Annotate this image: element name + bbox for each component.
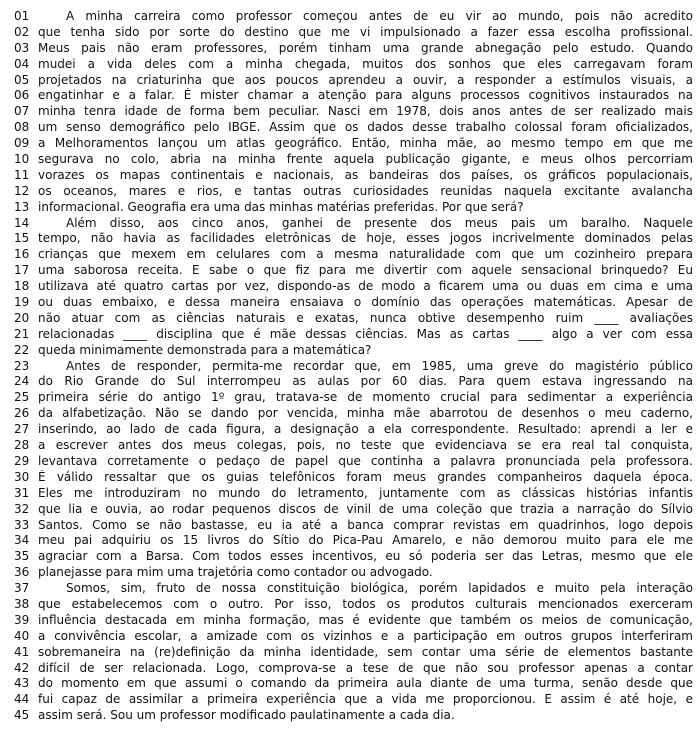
text-line	[14, 200, 693, 216]
line-text: que tenha sido por sorte do destino que me vi impulsionado a fazer essa escolha profissional.	[38, 24, 693, 39]
text-line	[14, 104, 693, 120]
text-line	[14, 692, 693, 708]
line-text: primeira série do antigo 1º grau, tratava-se de momento crucial para sedimentar a experiência	[38, 390, 693, 405]
line-text: influência destacada em minha formação, mas é evidente que também os meios de comunicação,	[38, 612, 693, 627]
line-number: 44	[14, 692, 30, 707]
text-line	[14, 613, 693, 629]
line-text: vorazes os mapas continentais e nacionais, as bandeiras dos países, os gráficos populacionais,	[38, 167, 693, 182]
line-text: projetados na criaturinha que aos poucos aprendeu a ouvir, a responder a estímulos visuais, a	[38, 72, 693, 87]
line-number: 05	[14, 72, 30, 87]
line-number: 36	[14, 565, 30, 580]
line-text: Antes de responder, permita-me recordar que, em 1985, uma greve do magistério público	[66, 358, 693, 373]
line-number: 03	[14, 40, 30, 55]
line-text: relacionadas ____ disciplina que é mãe dessas ciências. Mas as cartas ____ algo a ver com essa	[38, 326, 693, 341]
line-number: 28	[14, 438, 30, 453]
text-line	[14, 279, 693, 295]
text-line	[14, 629, 693, 645]
line-text: Santos. Como se não bastasse, eu ia até a banca comprar revistas em quadrinhos, logo depois	[38, 517, 693, 532]
line-number: 23	[14, 358, 30, 373]
line-text: um senso demográfico pelo IBGE. Assim que os dados desse trabalho colossal foram oficializados,	[38, 120, 693, 135]
line-text: Meus pais não eram professores, porém tinham uma grande abnegação pelo estudo. Quando	[38, 40, 693, 55]
text-line	[14, 216, 693, 232]
line-text: da alfabetização. Não se dando por vencida, minha mãe abarrotou de desenhos o meu caderno,	[38, 406, 693, 421]
line-text: mudei a vida deles com a minha chegada, muitos dos sonhos que eles carregavam foram	[38, 56, 693, 71]
line-number: 02	[14, 24, 30, 39]
line-number: 13	[14, 199, 30, 214]
line-text: sobremaneira na (re)definição da minha identidade, sem contar uma série de elementos bastante	[38, 644, 693, 659]
line-number: 27	[14, 422, 30, 437]
line-text: Além disso, aos cinco anos, ganhei de presente dos meus pais um baralho. Naquele	[66, 215, 693, 230]
line-text: levantava corretamente o pedaço de papel que continha a palavra pronunciada pela professora.	[38, 453, 693, 468]
line-number: 21	[14, 326, 30, 341]
line-text: os oceanos, mares e rios, e tantas outras curiosidades reunidas naquela excitante avalancha	[38, 183, 693, 198]
line-number: 26	[14, 406, 30, 421]
text-line	[14, 549, 693, 565]
line-text: uma saborosa receita. E sabe o que fiz para me divertir com aquele sensacional brinquedo? Eu	[38, 263, 693, 278]
line-text: que estabelecemos com o outro. Por isso, todos os produtos culturais mencionados exerceram	[38, 596, 693, 611]
text-line	[14, 565, 693, 581]
line-number: 12	[14, 183, 30, 198]
line-text: minha tenra idade de forma bem peculiar. Nasci em 1978, dois anos antes de ser realizado mais	[38, 104, 693, 119]
line-number: 45	[14, 708, 30, 723]
line-number: 24	[14, 374, 30, 389]
text-line	[14, 708, 693, 724]
text-line	[14, 486, 693, 502]
line-text: segurava no colo, abria na minha frente aquela publicação gigante, e meus olhos percorriam	[38, 152, 693, 167]
line-number: 20	[14, 310, 30, 325]
line-number: 31	[14, 485, 30, 500]
line-text: do Rio Grande do Sul interrompeu as aulas por 60 dias. Para quem estava ingressando na	[38, 374, 693, 389]
line-number: 22	[14, 342, 30, 357]
text-line	[14, 41, 693, 57]
text-line	[14, 597, 693, 613]
text-line	[14, 57, 693, 73]
line-number: 40	[14, 628, 30, 643]
line-text: meu pai adquiriu os 15 livros do Sítio do Pica-Pau Amarelo, e não demorou muito para ele me	[38, 533, 693, 548]
line-number: 11	[14, 167, 30, 182]
line-number: 41	[14, 644, 30, 659]
line-text: utilizava até quatro cartas por vez, dispondo-as de modo a ficarem uma ou duas em cima e uma	[38, 279, 693, 294]
line-text: informacional. Geografia era uma das minhas matérias preferidas. Por que será?	[38, 199, 524, 214]
line-number: 01	[14, 9, 30, 23]
line-number: 17	[14, 263, 30, 278]
text-line	[14, 359, 693, 375]
text-line	[14, 327, 693, 343]
text-line	[14, 263, 693, 279]
line-number: 04	[14, 56, 30, 71]
line-number: 25	[14, 390, 30, 405]
text-line	[14, 136, 693, 152]
line-number: 35	[14, 549, 30, 564]
text-line	[14, 374, 693, 390]
text-line	[14, 422, 693, 438]
line-number: 34	[14, 533, 30, 548]
line-text: difícil de ser relacionada. Logo, comprova-se a tese de que não sou professor apenas a contar	[38, 660, 693, 675]
line-text: inserindo, ao lado de cada figura, a designação a ela correspondente. Resultado: aprendi a ler e	[38, 422, 693, 437]
line-text: do momento em que assumi o comando da primeira aula diante de uma turma, senão desde que	[38, 676, 693, 691]
line-text: É válido ressaltar que os guias telefônicos foram meus grandes companheiros daquela época.	[38, 469, 693, 484]
line-text: que lia e ouvia, ao rodar pequenos discos de vinil de uma coleção que trazia a narração do Sílvio	[38, 501, 693, 516]
text-line	[14, 518, 693, 534]
text-line	[14, 295, 693, 311]
line-text: ou duas embaixo, e dessa maneira ensaiava o domínio das operações matemáticas. Apesar de	[38, 295, 693, 310]
text-line	[14, 184, 693, 200]
text-line	[14, 231, 693, 247]
line-text: engatinhar e a falar. É mister chamar a atenção para alguns processos cognitivos instaurados na	[38, 88, 693, 103]
line-number: 33	[14, 517, 30, 532]
line-text: queda minimamente demonstrada para a matemática?	[38, 342, 372, 357]
text-line	[14, 25, 693, 41]
text-line	[14, 454, 693, 470]
line-number: 08	[14, 120, 30, 135]
line-number: 18	[14, 279, 30, 294]
text-line	[14, 343, 693, 359]
line-number: 07	[14, 104, 30, 119]
text-line	[14, 645, 693, 661]
text-line	[14, 581, 693, 597]
line-number: 30	[14, 469, 30, 484]
line-number: 42	[14, 660, 30, 675]
line-text: A minha carreira como professor começou antes de eu vir ao mundo, pois não acredito	[66, 9, 693, 23]
line-text: planejasse para mim uma trajetória como contador ou advogado.	[38, 565, 433, 580]
line-text: a Melhoramentos lançou um atlas geográfico. Então, minha mãe, ao mesmo tempo em que me	[38, 136, 693, 151]
text-line	[14, 390, 693, 406]
line-number: 19	[14, 295, 30, 310]
line-text: assim será. Sou um professor modificado paulatinamente a cada dia.	[38, 708, 455, 723]
line-number: 14	[14, 215, 30, 230]
text-line	[14, 533, 693, 549]
line-number: 38	[14, 596, 30, 611]
text-line	[14, 406, 693, 422]
line-number: 09	[14, 136, 30, 151]
text-line	[14, 152, 693, 168]
text-line	[14, 470, 693, 486]
line-text: agraciar com a Barsa. Com todos esses incentivos, eu só poderia ser das Letras, mesmo que ele	[38, 549, 693, 564]
text-line	[14, 247, 693, 263]
line-text: Eles me introduziram no mundo do letramento, juntamente com as clássicas histórias infantis	[38, 485, 693, 500]
text-body	[14, 9, 693, 724]
line-text: tempo, não havia as facilidades eletrônicas de hoje, esses jogos incrivelmente dominados pelas	[38, 231, 693, 246]
line-number: 10	[14, 152, 30, 167]
line-number: 06	[14, 88, 30, 103]
line-text: fui capaz de assimilar a primeira experiência que a vida me proporcionou. E assim é até hoje, e	[38, 692, 693, 707]
line-number: 15	[14, 231, 30, 246]
line-text: Somos, sim, fruto de nossa constituição biológica, porém lapidados e muito pela interação	[66, 581, 693, 596]
text-line	[14, 311, 693, 327]
line-text: a escrever antes dos meus colegas, pois, no teste que evidenciava se era real tal conquista,	[38, 438, 693, 453]
line-text: crianças que mexem em celulares com a mesma naturalidade com que um cozinheiro prepara	[38, 247, 693, 262]
text-line	[14, 73, 693, 89]
line-number: 32	[14, 501, 30, 516]
text-line	[14, 676, 693, 692]
text-line	[14, 661, 693, 677]
line-number: 43	[14, 676, 30, 691]
line-text: a convivência escolar, a amizade com os vizinhos e a participação em outros grupos interferiram	[38, 628, 693, 643]
line-number: 29	[14, 453, 30, 468]
text-line	[14, 9, 693, 25]
line-text: não atuar com as ciências naturais e exatas, nunca obtive desempenho ruim ____ avaliações	[38, 310, 693, 325]
line-number: 37	[14, 581, 30, 596]
text-line	[14, 88, 693, 104]
text-line	[14, 168, 693, 184]
text-line	[14, 502, 693, 518]
line-number: 39	[14, 612, 30, 627]
line-number: 16	[14, 247, 30, 262]
text-line	[14, 120, 693, 136]
text-line	[14, 438, 693, 454]
